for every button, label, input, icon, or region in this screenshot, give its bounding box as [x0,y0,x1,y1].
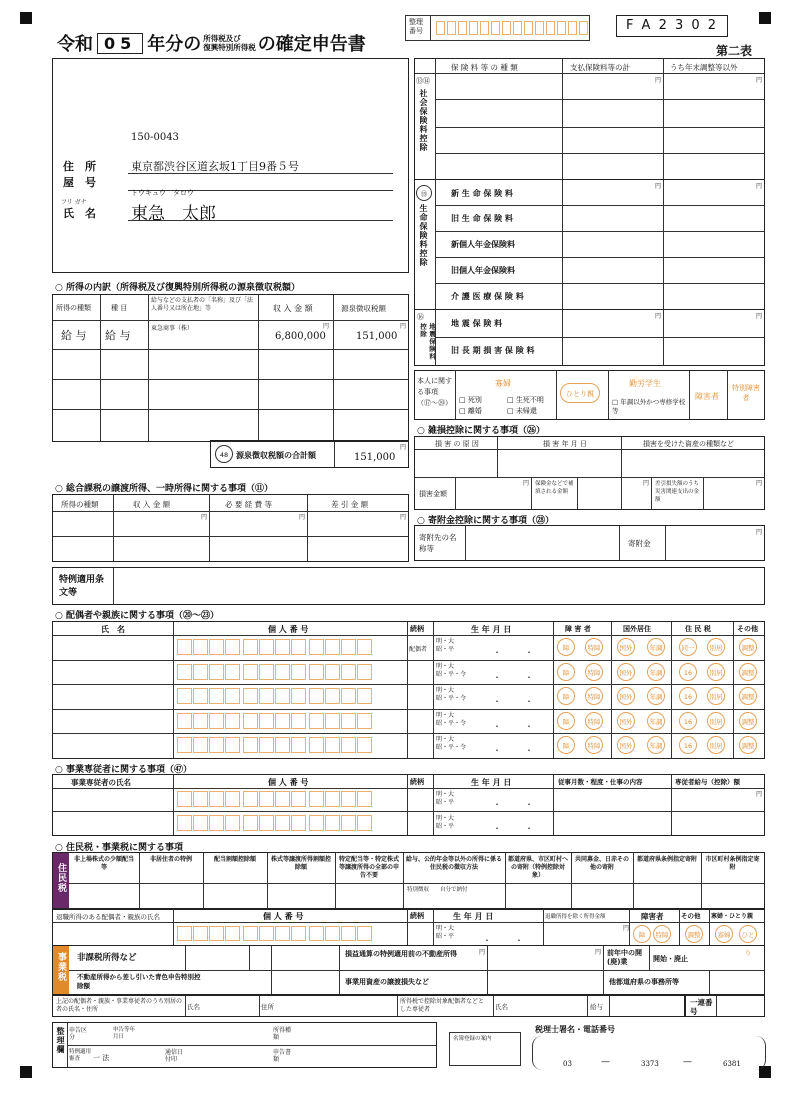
option-circle[interactable]: 調整 [739,638,757,656]
col-kind: 種 目 [111,304,128,312]
birth-era: 明・大 昭・平 [436,814,455,830]
tax-name-1: 所得税及び [203,34,241,43]
withholding-total-row: 48 源泉徴収税額の合計額 円 151,000 [210,440,409,468]
resident-tax-table [52,852,765,910]
personal-items-box [414,370,765,420]
emp-col-work: 従事月数・程度・仕事の内容 [558,778,643,786]
medical-care: 介 護 医 療 保 険 料 [451,292,524,301]
dep-col-birth: 生 年 月 日 [471,625,512,634]
dependents-title: ○ 配偶者や親族に関する事項（⑳〜㉓） [55,611,220,621]
option-circle[interactable]: 同一 [679,638,697,656]
quake-label: 地震保険料控除 [419,323,436,361]
birth-date-dots: ・ ・ [493,672,533,682]
casualty-disaster-label: 差引損失額のうち災害関連支出の金額 [655,481,700,503]
pension-old: 旧個人年金保険料 [451,266,515,275]
long-term-insurance: 旧 長 期 損 害 保 険 料 [451,346,535,355]
biz-asset-loss: 事業用資産の譲渡損失など [345,978,429,986]
misc-col-income: 収 入 金 額 [133,500,171,509]
postal-code: 150-0043 [131,132,179,143]
personal-single-parent[interactable]: ひとり親 [560,383,600,403]
resident-tax-col: 共同募金、日赤その他の寄附 [574,856,629,871]
option-circle[interactable]: 年調 [647,712,665,730]
name-label: 氏 名 [63,207,96,220]
birth-date-dots: ・ ・ [493,800,533,809]
form-no-label: 第二表 [716,44,753,58]
address-label: 住 所 [63,160,96,173]
insurance-table: 保 険 料 等 の 種 類 支払保険料等の計 うち年末調整等以外 円 円 ⑬⑭ 社会保険料控除 ⑮ 生命保険料控除 新 生 命 保 険 料 旧 生 命 保 険 料 新個人年金保険料 旧個人年金保険料 介 護 医 療 保 険 料 円 円 ⑯ 地震保険料控除 地 震 保 険 料 旧 長 期 損 害 保 険 料 円 円 [414,58,765,366]
separate-name2-label: 氏名 [495,1003,508,1011]
option-circle[interactable]: 調整 [739,712,757,730]
resident-tax-col: 特定配当等・特定株式等譲渡所得の全部の申告不要 [338,856,399,879]
rt-spouse-label: 退職所得のある配偶者・親族の氏名 [56,913,160,921]
phone-exchange[interactable]: 3373 [641,1060,659,1068]
my-number-digits[interactable] [177,664,372,680]
resident-tax-col: 非居住者の特例 [149,856,192,863]
resident-tax-col: 給与、公的年金等以外の所得に係る住民税の徴収方法 [406,856,503,871]
withholding-total-label: 源泉徴収税額の合計額 [236,451,316,460]
row-payer[interactable]: 東急商事（株） [151,325,194,332]
biz-blue-deduction: 不動産所得から差し引いた青色申告特別控除額 [77,973,201,990]
resident-spouse-table: 退職所得のある配偶者・親族の氏名 個 人 番 号 続柄 生 年 月 日 退職所得を除く所得金額 障害者 その他 寡婦・ひとり親 明・大 昭・平 ・ ・ 円 障 特障 調整 寡婦 ひとり [52,908,765,946]
pension-new: 新個人年金保険料 [451,240,515,249]
tax-name-2: 復興特別所得税 [203,43,256,52]
personal-widow[interactable]: 寡婦 [495,379,511,388]
check-missing[interactable]: □ 生死不明 [507,396,544,404]
resident-tax-col: 非上場株式の少額配当等 [73,856,134,871]
corner-mark-bl [20,1066,32,1078]
donation-table: 寄附先の名称等 寄附金 円 [414,525,765,561]
furigana-value[interactable]: トウキュウ タロウ [131,189,194,197]
trade-name-label: 屋 号 [63,176,96,189]
biz-prior-year: 前年中の開(廃)業 [607,949,642,966]
separate-salary-label: 給与 [590,1003,603,1011]
casualty-comp-label: 保険金などで補填される金額 [535,481,574,495]
birth-date-dots: ・ ・ [493,823,533,833]
birth-era: 明・大 昭・平・令 [436,662,467,678]
address-value[interactable]: 東京都渋谷区道玄坂1丁目9番５号 [131,160,299,173]
row-tax[interactable]: 151,000 [356,331,398,342]
casualty-col-date: 損 害 年 月 日 [543,440,587,448]
resident-tax-col: 配当割額控除額 [213,856,256,863]
title-suffix: 年分の [147,34,202,55]
personal-disabled[interactable]: 障害者 [695,392,719,401]
separate-name-label: 氏名 [187,1003,200,1011]
option-circle[interactable]: 年調 [647,663,665,681]
biz-nontax: 非課税所得など [77,953,137,963]
seq-number-box [685,995,765,1017]
my-number-digits[interactable] [177,713,372,729]
social-no: ⑬⑭ [416,77,430,85]
birth-era: 明・大 昭・平 [436,791,455,806]
preparer-label: 税理士署名・電話番号 [535,1025,615,1034]
dep-col-relation: 続柄 [410,625,424,633]
my-number-digits[interactable] [177,815,372,831]
emp-col-birth: 生 年 月 日 [471,778,512,787]
rt-col-single: 寡婦・ひとり親 [711,913,754,920]
emp-col-mynumber: 個 人 番 号 [268,778,309,787]
rt-birth-dots: ・ ・ [483,936,523,945]
office-filing-date: 申告等年月日 [113,1027,136,1040]
separate-address-label: 住所 [261,1003,274,1011]
business-tax-side: 事業税 [53,946,69,994]
option-circle[interactable]: 16 [679,687,697,705]
biz-realestate: 損益通算の特例適用前の不動産所得 [345,950,457,958]
option-circle[interactable]: 国外 [617,638,635,656]
option-circle[interactable]: 別居 [707,736,725,754]
casualty-title: ○ 雑損控除に関する事項（㉖） [417,426,546,436]
employees-table: 事業専従者の氏名 個 人 番 号 続柄 生 年 月 日 従事月数・程度・仕事の内容 専従者給与（控除）額 円 明・大 昭・平 ・ ・ 明・大 昭・平 ・ ・ [52,774,765,836]
ins-col-type: 保 険 料 等 の 種 類 [451,63,518,72]
option-circle[interactable]: 別居 [707,663,725,681]
rt-col-disabled: 障害者 [641,912,664,921]
seq-number-label: 一連番号 [690,998,713,1016]
office-special-review: 特例適用審査 [69,1049,92,1062]
title-end: の確定申告書 [257,34,366,55]
quake-no: ⑯ [417,313,424,321]
option-circle[interactable]: 国外 [617,712,635,730]
emp-col-salary: 専従者給与（控除）額 [675,778,740,786]
biz-start-stop: 開始・廃止 [653,955,688,963]
era-label: 令和 [57,34,93,55]
casualty-amount-label: 損害金額 [419,490,447,498]
col-payer: 給与などの支払者の「名称」及び「法人番号又は所在地」等 [151,297,254,312]
office-income-type: 所得種類 [273,1027,292,1041]
emp-col-name: 事業専従者の氏名 [71,778,131,787]
option-circle[interactable]: 年調 [647,687,665,705]
employees-title: ○ 事業専従者に関する事項（㊼） [55,765,193,775]
misc-col-expense: 必 要 経 費 等 [225,500,273,509]
form-code-box: F A 2 3 0 2 [616,15,728,37]
resident-tax-title: ○ 住民税・事業税に関する事項 [55,843,184,853]
donation-amount-label: 寄附金 [628,539,651,548]
dep-col-resident-tax: 住 民 税 [685,625,711,633]
row-income-type[interactable]: 給 与 [61,329,87,342]
filing-type-box [449,1032,521,1066]
dep-col-abroad: 国外居住 [623,625,651,633]
personal-student[interactable]: 勤労学生 [629,379,661,388]
rt-col-mynumber: 個 人 番 号 [263,912,304,921]
casualty-col-asset: 損害を受けた資産の種類など [643,440,734,448]
birth-era: 明・大 昭・平・令 [436,711,467,727]
office-use-box [52,1022,437,1068]
office-label: 整理欄 [56,1027,65,1054]
phone-dash-1: — [601,1057,610,1067]
income-breakdown-table: 所得の種類 種 目 給与などの支払者の「名称」及び「法人番号又は所在地」等 収 入 金 額 源泉徴収税額 円 円 給 与 給 与 東急商事（株） 6,800,000 151,000 [52,294,409,442]
check-divorce[interactable]: □ 離婚 [459,407,482,415]
dependent-rows [53,635,764,758]
option-circle[interactable]: 調整 [739,663,757,681]
life-label: 生命保険料控除 [419,204,428,267]
office-documents: 申告書類 [273,1049,292,1063]
resident-tax-side: 住民税 [53,853,69,909]
separate-household-row [52,995,685,1017]
name-value[interactable]: 東急 太郎 [131,204,216,224]
separate-label: 上記の配偶者・親族・事業専従者のうち別居の者の氏名・住所 [56,998,183,1013]
preparer-phone-box [532,1036,766,1070]
office-stamp-date: 通信日付印 [165,1049,184,1063]
ins-col-nonyear: うち年末調整等以外 [670,63,738,72]
rt-col-income: 退職所得を除く所得金額 [545,914,606,920]
rt-col-birth: 生 年 月 日 [453,912,494,921]
dep-col-disabled: 障 害 者 [565,625,591,633]
option-circle[interactable]: 国外 [617,687,635,705]
option-circle[interactable]: 特障 [585,712,603,730]
option-circle[interactable]: 障 [557,736,575,754]
social-label: 社会保険料控除 [419,89,428,152]
option-circle[interactable]: 障 [557,687,575,705]
withholding-total-value[interactable]: 151,000 [354,452,396,463]
employee-rows [53,788,764,835]
option-circle[interactable]: 障 [557,663,575,681]
option-circle[interactable]: 年調 [647,638,665,656]
dep-col-mynumber: 個 人 番 号 [268,625,309,634]
row-income[interactable]: 6,800,000 [275,331,326,342]
biz-other-office: 他都道府県の事務所等 [609,978,679,986]
option-circle[interactable]: 別居 [707,638,725,656]
my-number-digits[interactable] [177,688,372,704]
quake-insurance: 地 震 保 険 料 [451,319,503,328]
ins-col-paid: 支払保険料等の計 [570,63,630,72]
option-circle[interactable]: 特障 [585,638,603,656]
birth-date-dots: ・ ・ [493,746,533,756]
option-circle[interactable]: 障 [557,638,575,656]
emp-col-relation: 続柄 [410,778,424,786]
misc-income-table: 所得の種類 収 入 金 額 必 要 経 費 等 差 引 金 額 円 円 円 [52,494,409,562]
taxpayer-box [52,58,409,273]
birth-date-dots: ・ ・ [493,648,533,657]
dep-spouse-label: 配偶者 [409,646,428,653]
col-income-amount: 収 入 金 額 [273,304,313,313]
phone-dash-2: — [683,1057,692,1067]
seiri-number-box [405,15,590,41]
my-number-digits[interactable] [177,737,372,753]
row-kind[interactable]: 給 与 [105,329,131,342]
col-income-type: 所得の種類 [56,304,91,312]
misc-col-type: 所得の種類 [61,500,99,509]
dependents-table [52,621,765,759]
birth-era: 明・大 昭・平 [436,638,455,653]
dep-col-other: その他 [737,625,758,633]
collection-options[interactable]: 特別徴収 自分で納付 [407,887,468,893]
resident-tax-col: 市区町村条例指定寄附 [705,856,760,871]
life-old: 旧 生 命 保 険 料 [451,214,513,223]
special-clause-box [52,567,765,605]
birth-date-dots: ・ ・ [493,721,533,731]
filing-type-label: 名簿登録の案内 [453,1036,492,1042]
casualty-col-cause: 損 害 の 原 因 [435,440,479,448]
birth-era: 明・大 昭・平・令 [436,687,467,703]
separate-spouse-label: 所得税で控除対象配偶者などとした専従者 [400,998,485,1013]
birth-date-dots: ・ ・ [493,697,533,707]
option-circle[interactable]: 調整 [739,736,757,754]
resident-tax-col: 株式等譲渡所得割額控除額 [270,856,331,871]
option-circle[interactable]: 特障 [585,663,603,681]
resident-tax-col: 都道府県、市区町村への寄附（特例控除対象） [508,856,569,879]
personal-label: 本人に関する事項（⑰〜⑳） [417,377,452,407]
check-bereaved[interactable]: □ 死別 [459,396,482,404]
option-circle[interactable]: 国外 [617,736,635,754]
special-clause-label: 特例適用条文等 [59,575,105,598]
office-filing-category: 申告区分 [69,1027,88,1041]
birth-era: 明・大 昭・平・令 [436,736,467,752]
option-circle[interactable]: 障 [557,712,575,730]
corner-mark-tr [759,12,771,24]
life-new: 新 生 命 保 険 料 [451,189,513,198]
phone-number[interactable]: 6381 [723,1060,741,1068]
option-circle[interactable]: 16 [679,663,697,681]
income-breakdown-title: ○ 所得の内訳（所得税及び復興特別所得税の源泉徴収税額） [55,283,301,293]
option-circle[interactable]: 16 [679,736,697,754]
rt-col-other: その他 [681,912,701,920]
phone-area[interactable]: 03 [563,1060,572,1068]
my-number-digits[interactable] [177,639,372,655]
business-tax-table: 事業税 非課税所得など 不動産所得から差し引いた青色申告特別控除額 損益通算の特例適用前の不動産所得 事業用資産の譲渡損失など 円 円 前年中の開(廃)業 開始・廃止 他都道府県の事務所等 [52,945,765,995]
option-circle[interactable]: 別居 [707,712,725,730]
col-withholding: 源泉徴収税額 [341,304,386,313]
resident-tax-col: 都道府県条例指定寄附 [636,856,697,863]
option-circle[interactable]: 国外 [617,663,635,681]
year-box: 05 [97,33,143,54]
option-circle[interactable]: 特障 [585,736,603,754]
rt-col-relation: 続柄 [410,912,424,920]
option-circle[interactable]: 年調 [647,736,665,754]
check-student-school[interactable]: □ 年調以外かつ専修学校等 [612,398,686,415]
misc-income-title: ○ 総合課税の譲渡所得、一時所得に関する事項（⑪） [55,484,274,494]
my-number-digits[interactable] [177,791,372,807]
dep-col-name: 氏 名 [101,625,125,634]
seiri-label: 整理番号 [409,18,423,35]
personal-special-disabled[interactable]: 特別障害者 [732,384,760,402]
furigana-label: フリ ガナ [61,199,87,206]
option-circle[interactable]: 調整 [739,687,757,705]
form-title [57,30,366,56]
misc-col-net: 差 引 金 額 [331,500,369,509]
donation-dest-label: 寄附先の名称等 [419,533,457,553]
option-circle[interactable]: 別居 [707,687,725,705]
option-circle[interactable]: 特障 [585,687,603,705]
donation-title: ○ 寄附金控除に関する事項（㉘） [417,516,555,526]
my-number-digits[interactable] [177,926,372,941]
option-circle[interactable]: 16 [679,712,697,730]
casualty-table: 損 害 の 原 因 損 害 年 月 日 損害を受けた資産の種類など 損害金額 保険金などで補填される金額 差引損失額のうち災害関連支出の金額 円 円 円 [414,436,765,510]
rt-birth-era: 明・大 昭・平 [436,925,455,940]
office-prefix: 一 法 [93,1054,110,1062]
check-unreturned[interactable]: □ 未帰還 [507,407,537,415]
life-no: ⑮ [416,185,432,201]
corner-mark-tl [20,12,32,24]
